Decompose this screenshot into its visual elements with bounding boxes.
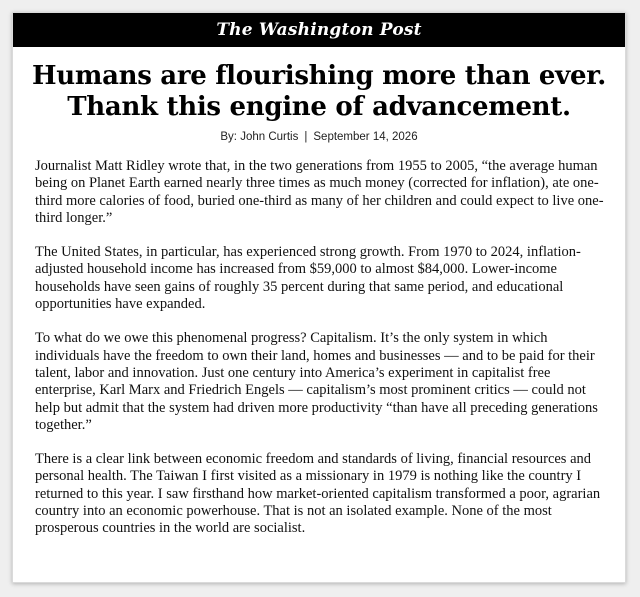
article-paragraph: To what do we owe this phenomenal progress? Capitalism. It’s the only system in which individuals have the freedom to own their land, homes and businesses — and to be paid for their talent, labor and innovation. Just one century into America’s experiment in capitalist free enterprise, Karl Marx and Friedrich Engels — capitalism’s most prominent critics — could not help but admit that the system had driven more productivity “than have all preceding generations together.” bbox=[35, 330, 598, 433]
article-card bbox=[12, 12, 626, 583]
article-paragraph: The United States, in particular, has experienced strong growth. From 1970 to 2024, inflation-adjusted household income has increased from $59,000 to almost $84,000. Lower-income households have seen gains of roughly 35 percent during that same period, and educational opportunities have expanded. bbox=[35, 244, 581, 313]
article-headline bbox=[23, 61, 615, 123]
byline-author: By: John Curtis bbox=[220, 131, 299, 143]
byline bbox=[13, 131, 625, 143]
article-paragraph: There is a clear link between economic freedom and standards of living, financial resources and personal health. The Taiwan I first visited as a missionary in 1979 is nothing like the country I returned to this year. I saw firsthand how market-oriented capitalism transformed a poor, agrarian country into an economic powerhouse. That is not an isolated example. None of the most prosperous countries in the world are socialist. bbox=[35, 451, 601, 537]
article-paragraph: Journalist Matt Ridley wrote that, in the two generations from 1955 to 2005, “the average human being on Planet Earth earned nearly three times as much money (corrected for inflation), ate one-third more calories of food, buried one-third as many of her children and could expect to live one-third longer.” bbox=[35, 158, 604, 226]
headline-line-2: Thank this engine of advancement. bbox=[67, 92, 571, 122]
masthead-bar bbox=[13, 13, 625, 47]
headline-line-1: Humans are flourishing more than ever. bbox=[31, 61, 606, 91]
byline-separator: | bbox=[304, 131, 308, 143]
byline-date: September 14, 2026 bbox=[313, 131, 418, 143]
publication-logo[interactable]: The Washington Post bbox=[216, 20, 422, 40]
article-body bbox=[35, 158, 609, 538]
